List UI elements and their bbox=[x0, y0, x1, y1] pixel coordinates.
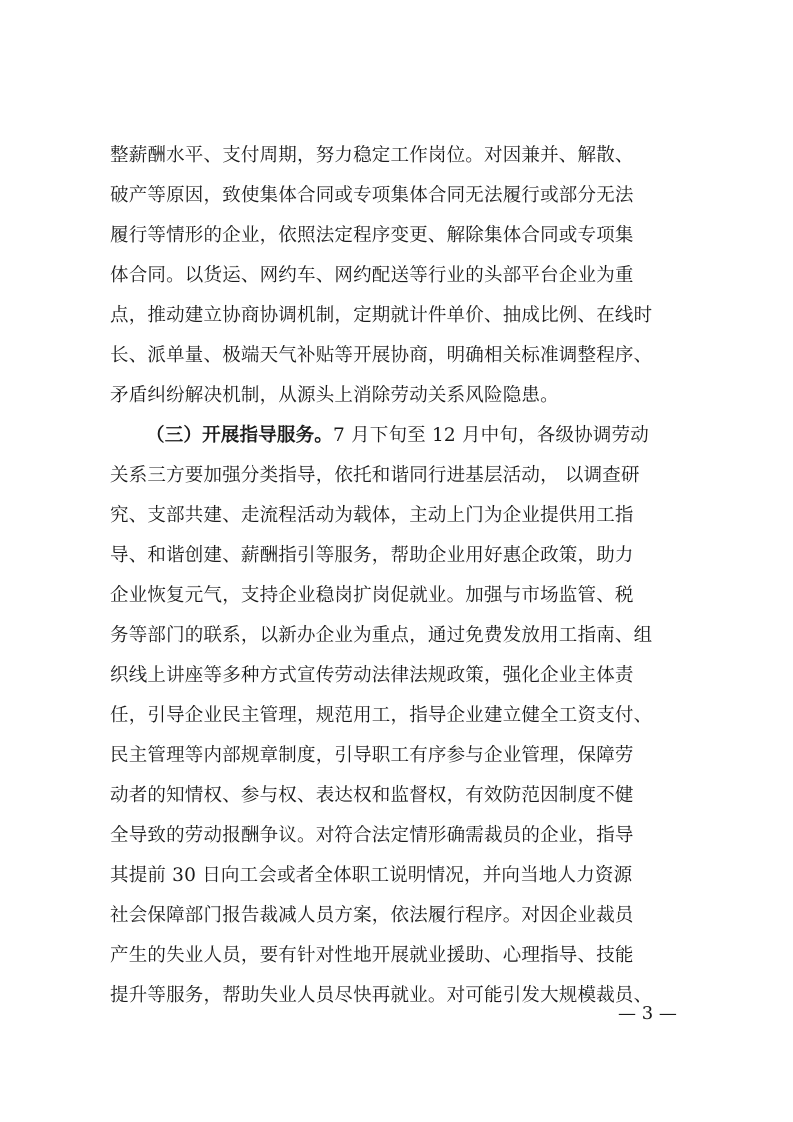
section-heading: （三）开展指导服务。 bbox=[146, 425, 334, 446]
text-line bbox=[110, 976, 700, 1016]
line-text: 7 月下旬至 12 月中旬，各级协调劳动 bbox=[333, 425, 649, 446]
line-text: 民主管理等内部规章制度，引导职工有序参与企业管理，保障劳 bbox=[110, 745, 634, 766]
line-text: 履行等情形的企业，依照法定程序变更、解除集体合同或专项集 bbox=[110, 225, 634, 246]
text-line bbox=[110, 856, 700, 896]
line-text: 企业恢复元气，支持企业稳岗扩岗促就业。加强与市场监管、税 bbox=[110, 585, 634, 606]
line-text: 提升等服务，帮助失业人员尽快再就业。对可能引发大规模裁员、 bbox=[110, 985, 653, 1006]
line-text: 整薪酬水平、支付周期，努力稳定工作岗位。对因兼并、解散、 bbox=[110, 145, 634, 166]
page-number: — 3 — bbox=[618, 1003, 677, 1024]
line-text: 任，引导企业民主管理，规范用工，指导企业建立健全工资支付、 bbox=[110, 705, 653, 726]
line-text: 长、派单量、极端天气补贴等开展协商，明确相关标准调整程序、 bbox=[110, 345, 653, 366]
text-line bbox=[110, 456, 700, 496]
line-text: 体合同。以货运、网约车、网约配送等行业的头部平台企业为重 bbox=[110, 265, 634, 286]
line-text: 社会保障部门报告裁减人员方案，依法履行程序。对因企业裁员 bbox=[110, 905, 634, 926]
text-line bbox=[110, 656, 700, 696]
text-line bbox=[110, 176, 700, 216]
line-text: 导、和谐创建、薪酬指引等服务，帮助企业用好惠企政策，助力 bbox=[110, 545, 634, 566]
text-line bbox=[110, 736, 700, 776]
line-text: 织线上讲座等多种方式宣传劳动法律法规政策，强化企业主体责 bbox=[110, 665, 634, 686]
text-line bbox=[110, 776, 700, 816]
line-text: 关系三方要加强分类指导，依托和谐同行进基层活动， 以调查研 bbox=[110, 465, 640, 486]
text-line bbox=[110, 936, 700, 976]
text-line bbox=[110, 536, 700, 576]
text-line bbox=[110, 336, 700, 376]
text-line bbox=[110, 376, 700, 416]
text-line bbox=[110, 816, 700, 856]
text-line bbox=[110, 576, 700, 616]
line-text: 动者的知情权、参与权、表达权和监督权，有效防范因制度不健 bbox=[110, 785, 634, 806]
text-line bbox=[110, 496, 700, 536]
section-heading-line bbox=[110, 416, 700, 456]
body-text bbox=[110, 136, 700, 1016]
line-text: 点，推动建立协商协调机制，定期就计件单价、抽成比例、在线时 bbox=[110, 305, 653, 326]
line-text: 其提前 30 日向工会或者全体职工说明情况，并向当地人力资源 bbox=[110, 865, 633, 886]
line-text: 务等部门的联系，以新办企业为重点，通过免费发放用工指南、组 bbox=[110, 625, 653, 646]
text-line bbox=[110, 136, 700, 176]
text-line bbox=[110, 216, 700, 256]
text-line bbox=[110, 896, 700, 936]
text-line bbox=[110, 616, 700, 656]
text-line bbox=[110, 696, 700, 736]
text-line bbox=[110, 296, 700, 336]
line-text: 矛盾纠纷解决机制，从源头上消除劳动关系风险隐患。 bbox=[110, 385, 559, 406]
line-text: 产生的失业人员，要有针对性地开展就业援助、心理指导、技能 bbox=[110, 945, 634, 966]
line-text: 破产等原因，致使集体合同或专项集体合同无法履行或部分无法 bbox=[110, 185, 634, 206]
line-text: 全导致的劳动报酬争议。对符合法定情形确需裁员的企业，指导 bbox=[110, 825, 634, 846]
text-line bbox=[110, 256, 700, 296]
line-text: 究、支部共建、走流程活动为载体，主动上门为企业提供用工指 bbox=[110, 505, 634, 526]
